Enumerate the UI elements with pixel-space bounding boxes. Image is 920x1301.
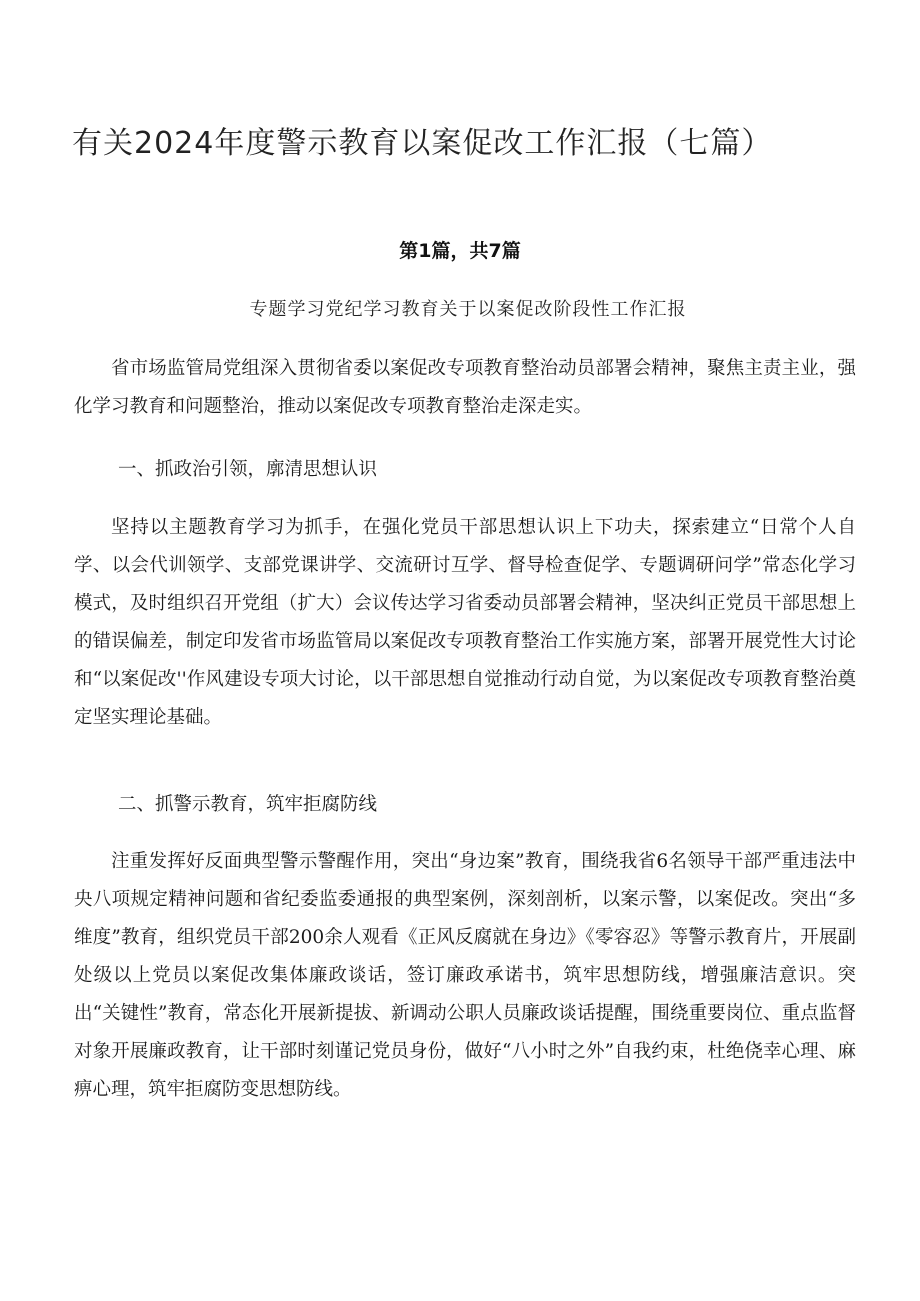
intro-paragraph-block (74, 350, 856, 426)
section-2-body-block (74, 843, 856, 1109)
article-subtitle: 专题学习党纪学习教育关于以案促改阶段性工作汇报 (249, 299, 687, 320)
section-heading-2: 二、抓警示教育，筑牢拒腐防线 (118, 794, 378, 815)
section-1-body-block (74, 509, 856, 737)
section-2-paragraph: 注重发挥好反面典型警示警醒作用，突出“身边案”教育，围绕我省6名领导干部严重违法中央八项规定精神问题和省纪委监委通报的典型案例，深刻剖析，以案示警，以案促改。突出“多维度”教育，组织党员干部200余人观看《正风反腐就在身边》《零容忍》等警示教育片，开展副处级以上党员以案促改集体廉政谈话，签订廉政承诺书，筑牢思想防线，增强廉洁意识。突出“关键性”教育，常态化开展新提拔、新调动公职人员廉政谈话提醒，围绕重要岗位、重点监督对象开展廉政教育，让干部时刻谨记党员身份，做好“八小时之外”自我约束，杜绝侥幸心理、麻痹心理，筑牢拒腐防变思想防线。 (74, 851, 856, 1100)
section-1-paragraph: 坚持以主题教育学习为抓手，在强化党员干部思想认识上下功夫，探索建立“日常个人自学、以会代训领学、支部党课讲学、交流研讨互学、督导检查促学、专题调研问学”常态化学习模式，及时组织召开党组（扩大）会议传达学习省委动员部署会精神，坚决纠正党员干部思想上的错误偏差，制定印发省市场监管局以案促改专项教育整治工作实施方案，部署开展党性大讨论和“以案促改''作风建设专项大讨论，以干部思想自觉推动行动自觉，为以案促改专项教育整治奠定坚实理论基础。 (74, 517, 856, 728)
section-heading-1: 一、抓政治引领，廓清思想认识 (118, 459, 378, 480)
part-heading: 第1篇，共7篇 (399, 240, 521, 262)
intro-paragraph: 省市场监管局党组深入贯彻省委以案促改专项教育整治动员部署会精神，聚焦主责主业，强化学习教育和问题整治，推动以案促改专项教育整治走深走实。 (74, 358, 856, 417)
document-title: 有关2024年度警示教育以案促改工作汇报（七篇） (72, 126, 773, 161)
